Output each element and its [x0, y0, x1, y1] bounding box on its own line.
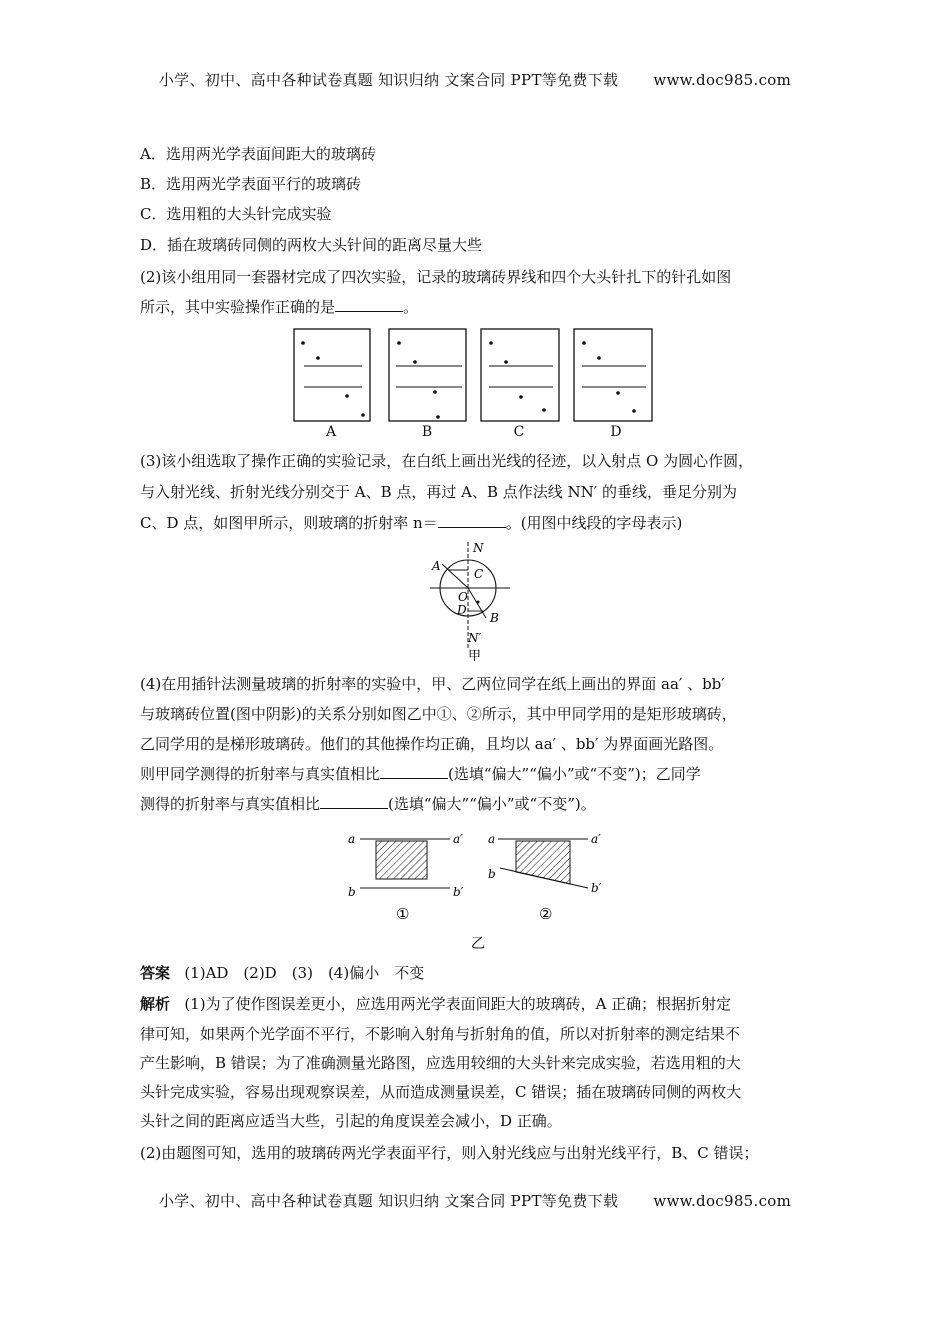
q4-d2-a-prime: a′: [591, 832, 601, 846]
q4-line4: [140, 764, 701, 784]
q4-line4-suffix: (选填“偏大”“偏小”或“不变”)；乙同学: [448, 765, 701, 783]
q3-incident-ray: [442, 564, 468, 588]
q3-letter-d: D: [457, 603, 467, 617]
q3-line3-suffix: 。(用图中线段的字母表示): [505, 514, 683, 532]
analysis-text-1: (1)为了使作图误差更小，应选用两光学表面间距大的玻璃砖，A 正确；根据折射定: [184, 995, 732, 1013]
analysis-line-6: (2)由题图可知，选用的玻璃砖两光学表面平行，则入射光线应与出射光线平行，B、C 错误；: [140, 1144, 759, 1162]
q4-d1-b-prime: b′: [453, 885, 464, 899]
answer-label: 答案: [140, 964, 171, 982]
q2-box-d: [574, 329, 652, 421]
q3-caption: 甲: [468, 649, 482, 664]
q2-answer-blank: [335, 297, 403, 312]
q4-diagram-1: [348, 832, 464, 923]
q2-figure: [290, 326, 660, 424]
option-a: A．选用两光学表面间距大的玻璃砖: [140, 145, 376, 163]
q4-line2: 与玻璃砖位置(图中阴影)的关系分别如图乙中①、②所示，其中甲同学用的是矩形玻璃砖，: [140, 705, 737, 723]
q4-caption: 乙: [471, 936, 485, 952]
q3-figure: [424, 540, 524, 664]
q2-line2-suffix: 。: [403, 298, 419, 316]
q2-box-a: [294, 329, 370, 421]
q2-label-b: B: [421, 424, 433, 440]
q2-box-b: [389, 329, 466, 421]
option-b: B．选用两光学表面平行的玻璃砖: [140, 175, 362, 193]
q2-label-a: A: [325, 424, 337, 440]
q3-letter-n: N: [473, 541, 484, 555]
analysis-line-4: 头针完成实验，容易出现观察误差，从而造成测量误差，C 错误；插在玻璃砖同侧的两枚大: [140, 1083, 742, 1101]
footer-url: www.doc985.com: [653, 1192, 792, 1210]
q4-line5: [140, 794, 596, 814]
q2-box-c: [481, 329, 559, 421]
q4-label-1: ①: [396, 905, 410, 923]
q2-line2: [140, 297, 418, 317]
q4-glass-rect: [376, 841, 427, 879]
q4-line1: (4)在用插针法测量玻璃的折射率的实验中，甲、乙两位同学在纸上画出的界面 aa′ 、bb′: [140, 675, 725, 693]
q4-d2-b: b: [488, 867, 496, 881]
analysis-line-1: [140, 994, 731, 1014]
q2-line2-prefix: 所示，其中实验操作正确的是: [140, 298, 336, 316]
q3-answer-blank: [438, 513, 506, 528]
q3-letter-o: O: [458, 590, 468, 604]
q4-d1-b: b: [348, 885, 356, 899]
q4-blank-2: [320, 794, 388, 809]
q3-letter-c: C: [474, 567, 484, 581]
q3-line1: (3)该小组选取了操作正确的实验记录，在白纸上画出光线的径迹，以入射点 O 为圆心作圆，: [140, 452, 754, 470]
page-footer: [0, 1190, 950, 1211]
q3-letter-a: A: [432, 559, 441, 573]
q4-d2-a: a: [488, 832, 496, 846]
q2-label-d: D: [610, 424, 622, 440]
q3-letter-b: B: [490, 611, 499, 625]
analysis-label: 解析: [140, 995, 171, 1013]
q4-d1-a: a: [348, 832, 356, 846]
option-c: C．选用粗的大头针完成实验: [140, 205, 332, 223]
header-url: www.doc985.com: [653, 71, 792, 89]
q4-d1-a-prime: a′: [453, 832, 463, 846]
q4-line5-suffix: (选填“偏大”“偏小”或“不变”)。: [388, 795, 596, 813]
q3-letter-n-prime: N′: [468, 631, 482, 645]
q4-line4-prefix: 则甲同学测得的折射率与真实值相比: [140, 765, 381, 783]
q2-line1: (2)该小组用同一套器材完成了四次实验，记录的玻璃砖界线和四个大头针扎下的针孔如图: [140, 268, 732, 286]
q2-label-c: C: [513, 424, 525, 440]
q3-line3: [140, 513, 682, 533]
q4-d2-b-prime: b′: [591, 881, 602, 895]
analysis-line-5: 头针之间的距离应适当大些，引起的角度误差会减小，D 正确。: [140, 1112, 562, 1130]
footer-text: 小学、初中、高中各种试卷真题 知识归纳 文案合同 PPT等免费下载: [158, 1192, 619, 1210]
q4-line5-prefix: 测得的折射率与真实值相比: [140, 795, 321, 813]
header-text: 小学、初中、高中各种试卷真题 知识归纳 文案合同 PPT等免费下载: [158, 71, 619, 89]
q4-figure: [340, 826, 620, 954]
answer-text: (1)AD (2)D (3) (4)偏小 不变: [184, 964, 425, 982]
q3-line2: 与入射光线、折射光线分别交于 A、B 点，再过 A、B 点作法线 NN′ 的垂线，垂足分别为: [140, 483, 737, 501]
analysis-line-2: 律可知，如果两个光学面不平行，不影响入射角与折射角的值，所以对折射率的测定结果不: [140, 1025, 741, 1043]
q4-diagram-2: [488, 832, 602, 923]
q4-glass-trapezoid: [516, 841, 570, 884]
q3-line3-prefix: C、D 点，如图甲所示，则玻璃的折射率 n＝: [140, 514, 438, 532]
option-d: D．插在玻璃砖同侧的两枚大头针间的距离尽量大些: [140, 236, 483, 254]
q4-line3: 乙同学用的是梯形玻璃砖。他们的其他操作均正确，且均以 aa′ 、bb′ 为界面画光路图。: [140, 735, 724, 753]
q4-label-2: ②: [539, 905, 553, 923]
answer-line: [140, 963, 424, 983]
page-header: [0, 69, 950, 90]
analysis-line-3: 产生影响，B 错误；为了准确测量光路图，应选用较细的大头针来完成实验，若选用粗的大: [140, 1054, 741, 1072]
q4-blank-1: [380, 764, 448, 779]
